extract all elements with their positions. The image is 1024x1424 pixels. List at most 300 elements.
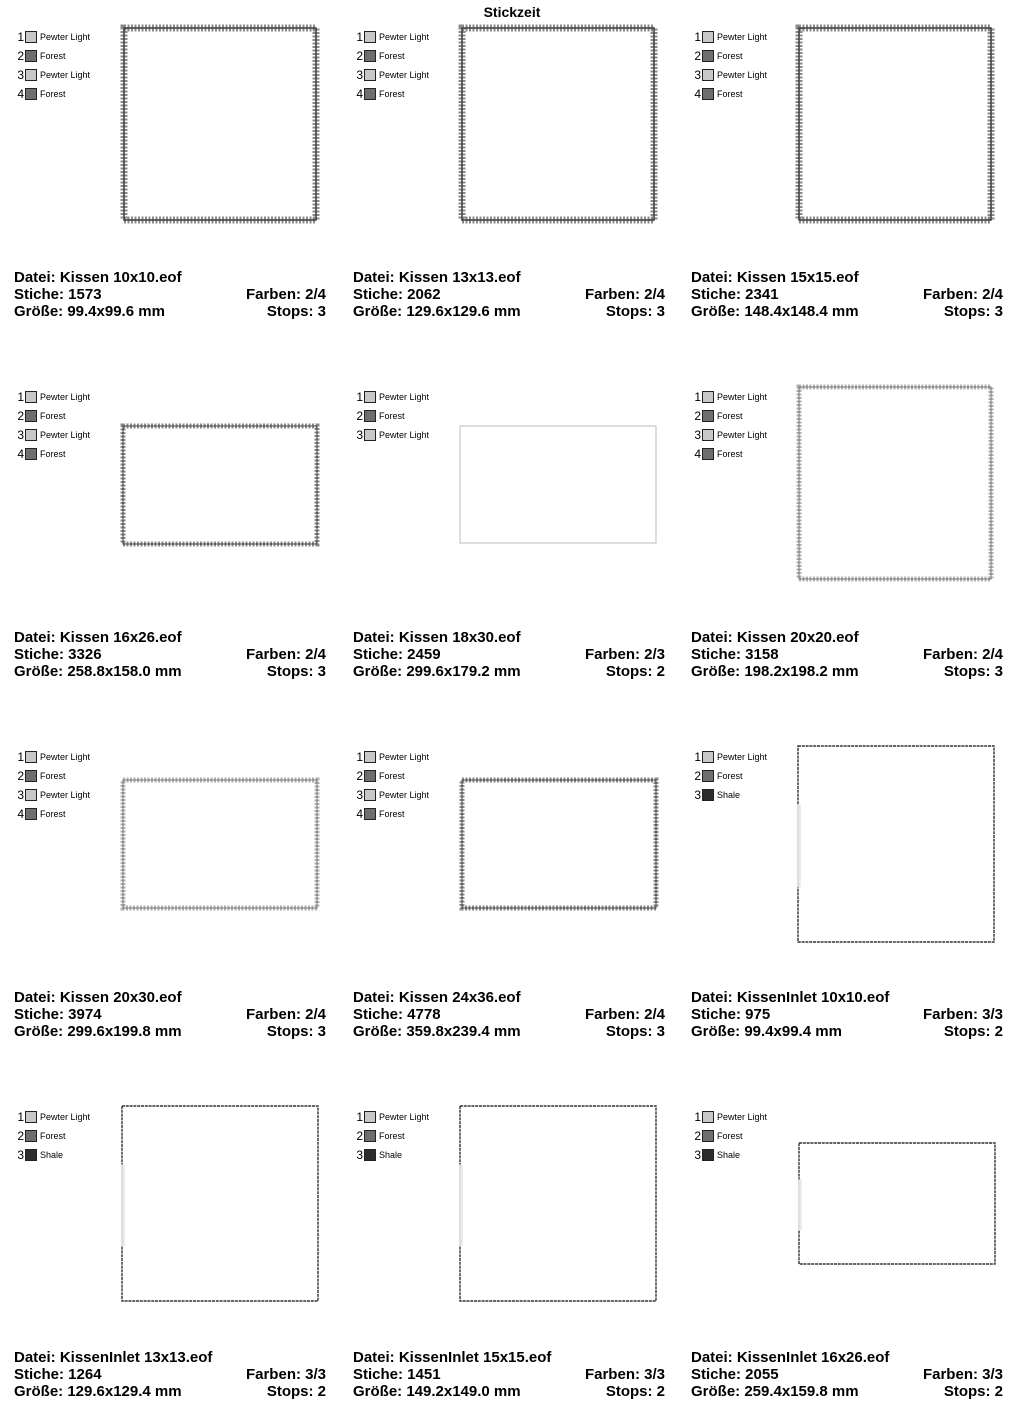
stitch-count: Stiche: 1264 [14, 1366, 102, 1383]
color-swatch [702, 1111, 714, 1123]
color-count: Farben: 3/3 [584, 1366, 665, 1383]
frame-outline [799, 1143, 995, 1264]
thread-entry [355, 46, 429, 65]
thread-name: Pewter Light [717, 31, 768, 42]
stitch-count: Stiche: 2341 [691, 286, 779, 303]
color-swatch [25, 751, 37, 763]
thread-name: Pewter Light [40, 391, 91, 402]
thread-entry [16, 46, 90, 65]
stitches-row [691, 646, 1003, 663]
frame-satin-border [462, 780, 656, 908]
thread-entry [16, 747, 90, 766]
thread-number: 3 [694, 67, 701, 82]
thread-color-list [355, 27, 429, 103]
stitch-count: Stiche: 2459 [353, 646, 441, 663]
color-swatch [25, 429, 37, 441]
thread-number: 2 [356, 768, 363, 783]
thread-entry [693, 444, 767, 463]
file-name: Datei: Kissen 24x36.eof [353, 989, 521, 1006]
design-size: Größe: 149.2x149.0 mm [353, 1383, 521, 1400]
thread-entry [355, 65, 429, 84]
stop-count: Stops: 3 [266, 663, 326, 680]
color-swatch [25, 789, 37, 801]
frame-outline [122, 1106, 318, 1301]
thread-number: 2 [17, 48, 24, 63]
thread-number: 3 [356, 1147, 363, 1162]
thread-number: 1 [356, 1109, 363, 1124]
color-swatch [364, 429, 376, 441]
stitches-row [691, 286, 1003, 303]
stitches-row [353, 646, 665, 663]
stitches-row [353, 1366, 665, 1383]
thread-number: 1 [694, 29, 701, 44]
design-info [353, 629, 665, 680]
color-count: Farben: 2/4 [584, 286, 665, 303]
color-swatch [702, 31, 714, 43]
stop-count: Stops: 3 [266, 303, 326, 320]
file-row [353, 629, 665, 646]
thread-name: Pewter Light [717, 429, 768, 440]
thread-number: 3 [356, 787, 363, 802]
thread-color-list [693, 27, 767, 103]
file-name: Datei: Kissen 13x13.eof [353, 269, 521, 286]
size-row [691, 1023, 1003, 1040]
thread-number: 1 [356, 749, 363, 764]
color-swatch [702, 69, 714, 81]
thread-number: 3 [17, 787, 24, 802]
stop-count: Stops: 3 [605, 1023, 665, 1040]
color-swatch [25, 1149, 37, 1161]
thread-number: 3 [694, 427, 701, 442]
thread-number: 2 [356, 48, 363, 63]
thread-entry [355, 406, 429, 425]
thread-entry [693, 84, 767, 103]
size-row [691, 663, 1003, 680]
stop-count: Stops: 2 [943, 1023, 1003, 1040]
color-swatch [702, 391, 714, 403]
frame-outline [798, 746, 994, 942]
design-info [14, 269, 326, 320]
stop-count: Stops: 2 [605, 663, 665, 680]
thread-name: Forest [379, 808, 405, 819]
design-size: Größe: 359.8x239.4 mm [353, 1023, 521, 1040]
thread-entry [693, 65, 767, 84]
design-size: Größe: 259.4x159.8 mm [691, 1383, 859, 1400]
file-name: Datei: Kissen 15x15.eof [691, 269, 859, 286]
thread-number: 3 [17, 67, 24, 82]
thread-entry [16, 425, 90, 444]
thread-entry [693, 46, 767, 65]
file-row [14, 629, 326, 646]
file-name: Datei: Kissen 20x30.eof [14, 989, 182, 1006]
thread-color-list [355, 747, 429, 823]
design-size: Größe: 148.4x148.4 mm [691, 303, 859, 320]
design-card [353, 742, 673, 1062]
thread-number: 4 [17, 806, 24, 821]
design-card [691, 382, 1011, 702]
file-name: Datei: Kissen 10x10.eof [14, 269, 182, 286]
stitches-row [14, 646, 326, 663]
stitches-row [14, 1366, 326, 1383]
thread-color-list [16, 27, 90, 103]
file-name: Datei: KissenInlet 13x13.eof [14, 1349, 213, 1366]
frame-satin-border [124, 28, 316, 220]
stitch-count: Stiche: 2055 [691, 1366, 779, 1383]
thread-entry [16, 1145, 90, 1164]
file-name: Datei: Kissen 18x30.eof [353, 629, 521, 646]
color-swatch [702, 88, 714, 100]
thread-number: 2 [17, 1128, 24, 1143]
color-swatch [702, 789, 714, 801]
stop-count: Stops: 2 [266, 1383, 326, 1400]
thread-name: Forest [717, 770, 743, 781]
thread-name: Forest [717, 410, 743, 421]
size-row [353, 303, 665, 320]
thread-entry [16, 444, 90, 463]
stitches-row [14, 1006, 326, 1023]
design-info [353, 989, 665, 1040]
thread-number: 2 [356, 408, 363, 423]
frame-outline [460, 1106, 656, 1301]
thread-name: Forest [40, 410, 66, 421]
file-name: Datei: Kissen 20x20.eof [691, 629, 859, 646]
thread-number: 3 [356, 427, 363, 442]
thread-number: 1 [356, 29, 363, 44]
color-swatch [364, 410, 376, 422]
thread-number: 3 [17, 427, 24, 442]
stop-count: Stops: 2 [943, 1383, 1003, 1400]
thread-entry [16, 406, 90, 425]
size-row [353, 1023, 665, 1040]
color-swatch [25, 1111, 37, 1123]
design-size: Größe: 198.2x198.2 mm [691, 663, 859, 680]
design-card [14, 1102, 334, 1422]
thread-entry [16, 785, 90, 804]
file-row [691, 989, 1003, 1006]
thread-number: 4 [356, 806, 363, 821]
thread-color-list [355, 387, 429, 444]
thread-entry [693, 406, 767, 425]
design-card [353, 22, 673, 342]
stop-count: Stops: 3 [605, 303, 665, 320]
design-info [353, 269, 665, 320]
color-swatch [364, 1149, 376, 1161]
thread-name: Pewter Light [379, 391, 430, 402]
design-info [691, 629, 1003, 680]
thread-entry [16, 1107, 90, 1126]
stitches-row [691, 1366, 1003, 1383]
design-size: Größe: 258.8x158.0 mm [14, 663, 182, 680]
design-size: Größe: 99.4x99.6 mm [14, 303, 165, 320]
thread-entry [355, 766, 429, 785]
color-swatch [364, 88, 376, 100]
color-swatch [702, 410, 714, 422]
file-row [691, 629, 1003, 646]
thread-number: 1 [17, 749, 24, 764]
color-swatch [364, 69, 376, 81]
thread-entry [16, 387, 90, 406]
thread-entry [355, 387, 429, 406]
stitches-row [353, 1006, 665, 1023]
thread-name: Pewter Light [40, 69, 91, 80]
thread-name: Pewter Light [379, 429, 430, 440]
thread-number: 4 [694, 86, 701, 101]
thread-color-list [355, 1107, 429, 1164]
frame-satin-border [799, 387, 991, 579]
thread-name: Pewter Light [717, 751, 768, 762]
thread-name: Forest [379, 1130, 405, 1141]
thread-entry [355, 1126, 429, 1145]
thread-number: 1 [17, 29, 24, 44]
size-row [691, 1383, 1003, 1400]
thread-entry [16, 1126, 90, 1145]
thread-entry [693, 1107, 767, 1126]
thread-name: Pewter Light [40, 31, 91, 42]
thread-name: Forest [717, 448, 743, 459]
frame-satin-border [462, 28, 654, 220]
file-row [353, 269, 665, 286]
thread-entry [693, 1145, 767, 1164]
file-name: Datei: KissenInlet 15x15.eof [353, 1349, 552, 1366]
stitch-count: Stiche: 1451 [353, 1366, 441, 1383]
color-swatch [364, 751, 376, 763]
thread-entry [693, 766, 767, 785]
file-name: Datei: Kissen 16x26.eof [14, 629, 182, 646]
color-count: Farben: 2/4 [922, 646, 1003, 663]
thread-number: 1 [17, 1109, 24, 1124]
color-swatch [702, 429, 714, 441]
thread-name: Pewter Light [40, 429, 91, 440]
color-count: Farben: 2/4 [245, 646, 326, 663]
thread-number: 3 [356, 67, 363, 82]
color-swatch [364, 789, 376, 801]
thread-number: 2 [17, 408, 24, 423]
color-swatch [364, 770, 376, 782]
thread-entry [693, 747, 767, 766]
design-size: Größe: 129.6x129.6 mm [353, 303, 521, 320]
stop-count: Stops: 3 [943, 303, 1003, 320]
thread-number: 1 [356, 389, 363, 404]
design-info [14, 629, 326, 680]
thread-entry [355, 1145, 429, 1164]
thread-entry [16, 27, 90, 46]
file-row [353, 989, 665, 1006]
color-swatch [25, 31, 37, 43]
thread-number: 3 [694, 787, 701, 802]
color-count: Farben: 2/4 [245, 1006, 326, 1023]
thread-number: 4 [17, 446, 24, 461]
design-size: Größe: 299.6x179.2 mm [353, 663, 521, 680]
stitch-count: Stiche: 1573 [14, 286, 102, 303]
size-row [14, 1023, 326, 1040]
stitch-count: Stiche: 2062 [353, 286, 441, 303]
size-row [14, 303, 326, 320]
stitch-count: Stiche: 4778 [353, 1006, 441, 1023]
thread-entry [16, 804, 90, 823]
thread-entry [16, 65, 90, 84]
stop-count: Stops: 3 [266, 1023, 326, 1040]
design-info [691, 989, 1003, 1040]
thread-name: Forest [379, 50, 405, 61]
frame-satin-border [123, 780, 317, 908]
thread-name: Forest [40, 808, 66, 819]
thread-entry [693, 425, 767, 444]
color-swatch [364, 1111, 376, 1123]
stitches-row [14, 286, 326, 303]
thread-number: 2 [694, 768, 701, 783]
thread-number: 2 [694, 48, 701, 63]
color-swatch [702, 1130, 714, 1142]
frame-satin-border [799, 28, 991, 220]
design-info [14, 1349, 326, 1400]
color-swatch [25, 770, 37, 782]
frame-outline [124, 28, 316, 220]
thread-name: Pewter Light [379, 789, 430, 800]
color-swatch [364, 391, 376, 403]
thread-entry [16, 766, 90, 785]
color-count: Farben: 2/4 [584, 1006, 665, 1023]
thread-color-list [693, 1107, 767, 1164]
thread-color-list [16, 387, 90, 463]
color-swatch [25, 88, 37, 100]
thread-entry [355, 84, 429, 103]
thread-name: Pewter Light [40, 789, 91, 800]
design-size: Größe: 299.6x199.8 mm [14, 1023, 182, 1040]
color-swatch [364, 808, 376, 820]
frame-outline [799, 28, 991, 220]
frame-outline [123, 780, 317, 908]
design-card [14, 22, 334, 342]
file-name: Datei: KissenInlet 16x26.eof [691, 1349, 890, 1366]
color-swatch [25, 1130, 37, 1142]
thread-name: Pewter Light [717, 391, 768, 402]
thread-color-list [16, 747, 90, 823]
design-card [14, 382, 334, 702]
stitch-count: Stiche: 975 [691, 1006, 771, 1023]
design-card [691, 22, 1011, 342]
color-swatch [25, 50, 37, 62]
design-size: Größe: 99.4x99.4 mm [691, 1023, 842, 1040]
design-info [353, 1349, 665, 1400]
thread-name: Shale [40, 1149, 64, 1160]
page-title: Stickzeit [483, 4, 541, 20]
file-row [691, 1349, 1003, 1366]
frame-satin-border [123, 426, 317, 544]
color-swatch [25, 808, 37, 820]
size-row [14, 663, 326, 680]
thread-name: Pewter Light [379, 69, 430, 80]
thread-entry [355, 804, 429, 823]
color-swatch [702, 770, 714, 782]
thread-name: Pewter Light [379, 1111, 430, 1122]
thread-number: 4 [356, 86, 363, 101]
design-info [691, 1349, 1003, 1400]
file-row [353, 1349, 665, 1366]
frame-outline [460, 426, 656, 543]
thread-name: Forest [40, 448, 66, 459]
stitches-row [353, 286, 665, 303]
thread-name: Forest [379, 410, 405, 421]
thread-entry [355, 27, 429, 46]
thread-name: Pewter Light [717, 69, 768, 80]
thread-entry [355, 785, 429, 804]
design-info [14, 989, 326, 1040]
thread-name: Forest [40, 770, 66, 781]
color-swatch [702, 448, 714, 460]
color-count: Farben: 3/3 [922, 1006, 1003, 1023]
design-info [691, 269, 1003, 320]
thread-number: 1 [694, 749, 701, 764]
color-swatch [702, 1149, 714, 1161]
thread-entry [16, 84, 90, 103]
design-card [691, 1102, 1011, 1422]
thread-name: Pewter Light [40, 1111, 91, 1122]
file-row [691, 269, 1003, 286]
color-count: Farben: 2/3 [584, 646, 665, 663]
thread-entry [693, 27, 767, 46]
size-row [353, 663, 665, 680]
color-swatch [25, 391, 37, 403]
thread-number: 4 [17, 86, 24, 101]
size-row [691, 303, 1003, 320]
stitch-count: Stiche: 3974 [14, 1006, 102, 1023]
color-swatch [364, 31, 376, 43]
color-swatch [364, 50, 376, 62]
color-count: Farben: 3/3 [245, 1366, 326, 1383]
stop-count: Stops: 2 [605, 1383, 665, 1400]
thread-name: Pewter Light [379, 751, 430, 762]
thread-number: 4 [694, 446, 701, 461]
thread-name: Forest [40, 1130, 66, 1141]
thread-name: Forest [379, 88, 405, 99]
thread-entry [693, 1126, 767, 1145]
thread-name: Pewter Light [717, 1111, 768, 1122]
thread-number: 1 [17, 389, 24, 404]
thread-number: 3 [17, 1147, 24, 1162]
size-row [353, 1383, 665, 1400]
thread-name: Pewter Light [379, 31, 430, 42]
color-swatch [702, 751, 714, 763]
frame-outline [462, 28, 654, 220]
thread-name: Forest [40, 88, 66, 99]
color-count: Farben: 2/4 [245, 286, 326, 303]
thread-number: 2 [694, 408, 701, 423]
thread-entry [355, 1107, 429, 1126]
file-name: Datei: KissenInlet 10x10.eof [691, 989, 890, 1006]
thread-entry [693, 785, 767, 804]
color-swatch [25, 448, 37, 460]
thread-color-list [693, 747, 767, 804]
thread-name: Forest [40, 50, 66, 61]
file-row [14, 269, 326, 286]
stitches-row [691, 1006, 1003, 1023]
thread-number: 2 [17, 768, 24, 783]
thread-name: Forest [717, 88, 743, 99]
size-row [14, 1383, 326, 1400]
color-swatch [364, 1130, 376, 1142]
thread-name: Shale [717, 789, 741, 800]
frame-outline [123, 426, 317, 544]
frame-outline [462, 780, 656, 908]
design-card [353, 382, 673, 702]
design-size: Größe: 129.6x129.4 mm [14, 1383, 182, 1400]
thread-number: 2 [356, 1128, 363, 1143]
color-swatch [702, 50, 714, 62]
file-row [14, 989, 326, 1006]
thread-color-list [693, 387, 767, 463]
color-count: Farben: 3/3 [922, 1366, 1003, 1383]
stitch-count: Stiche: 3158 [691, 646, 779, 663]
